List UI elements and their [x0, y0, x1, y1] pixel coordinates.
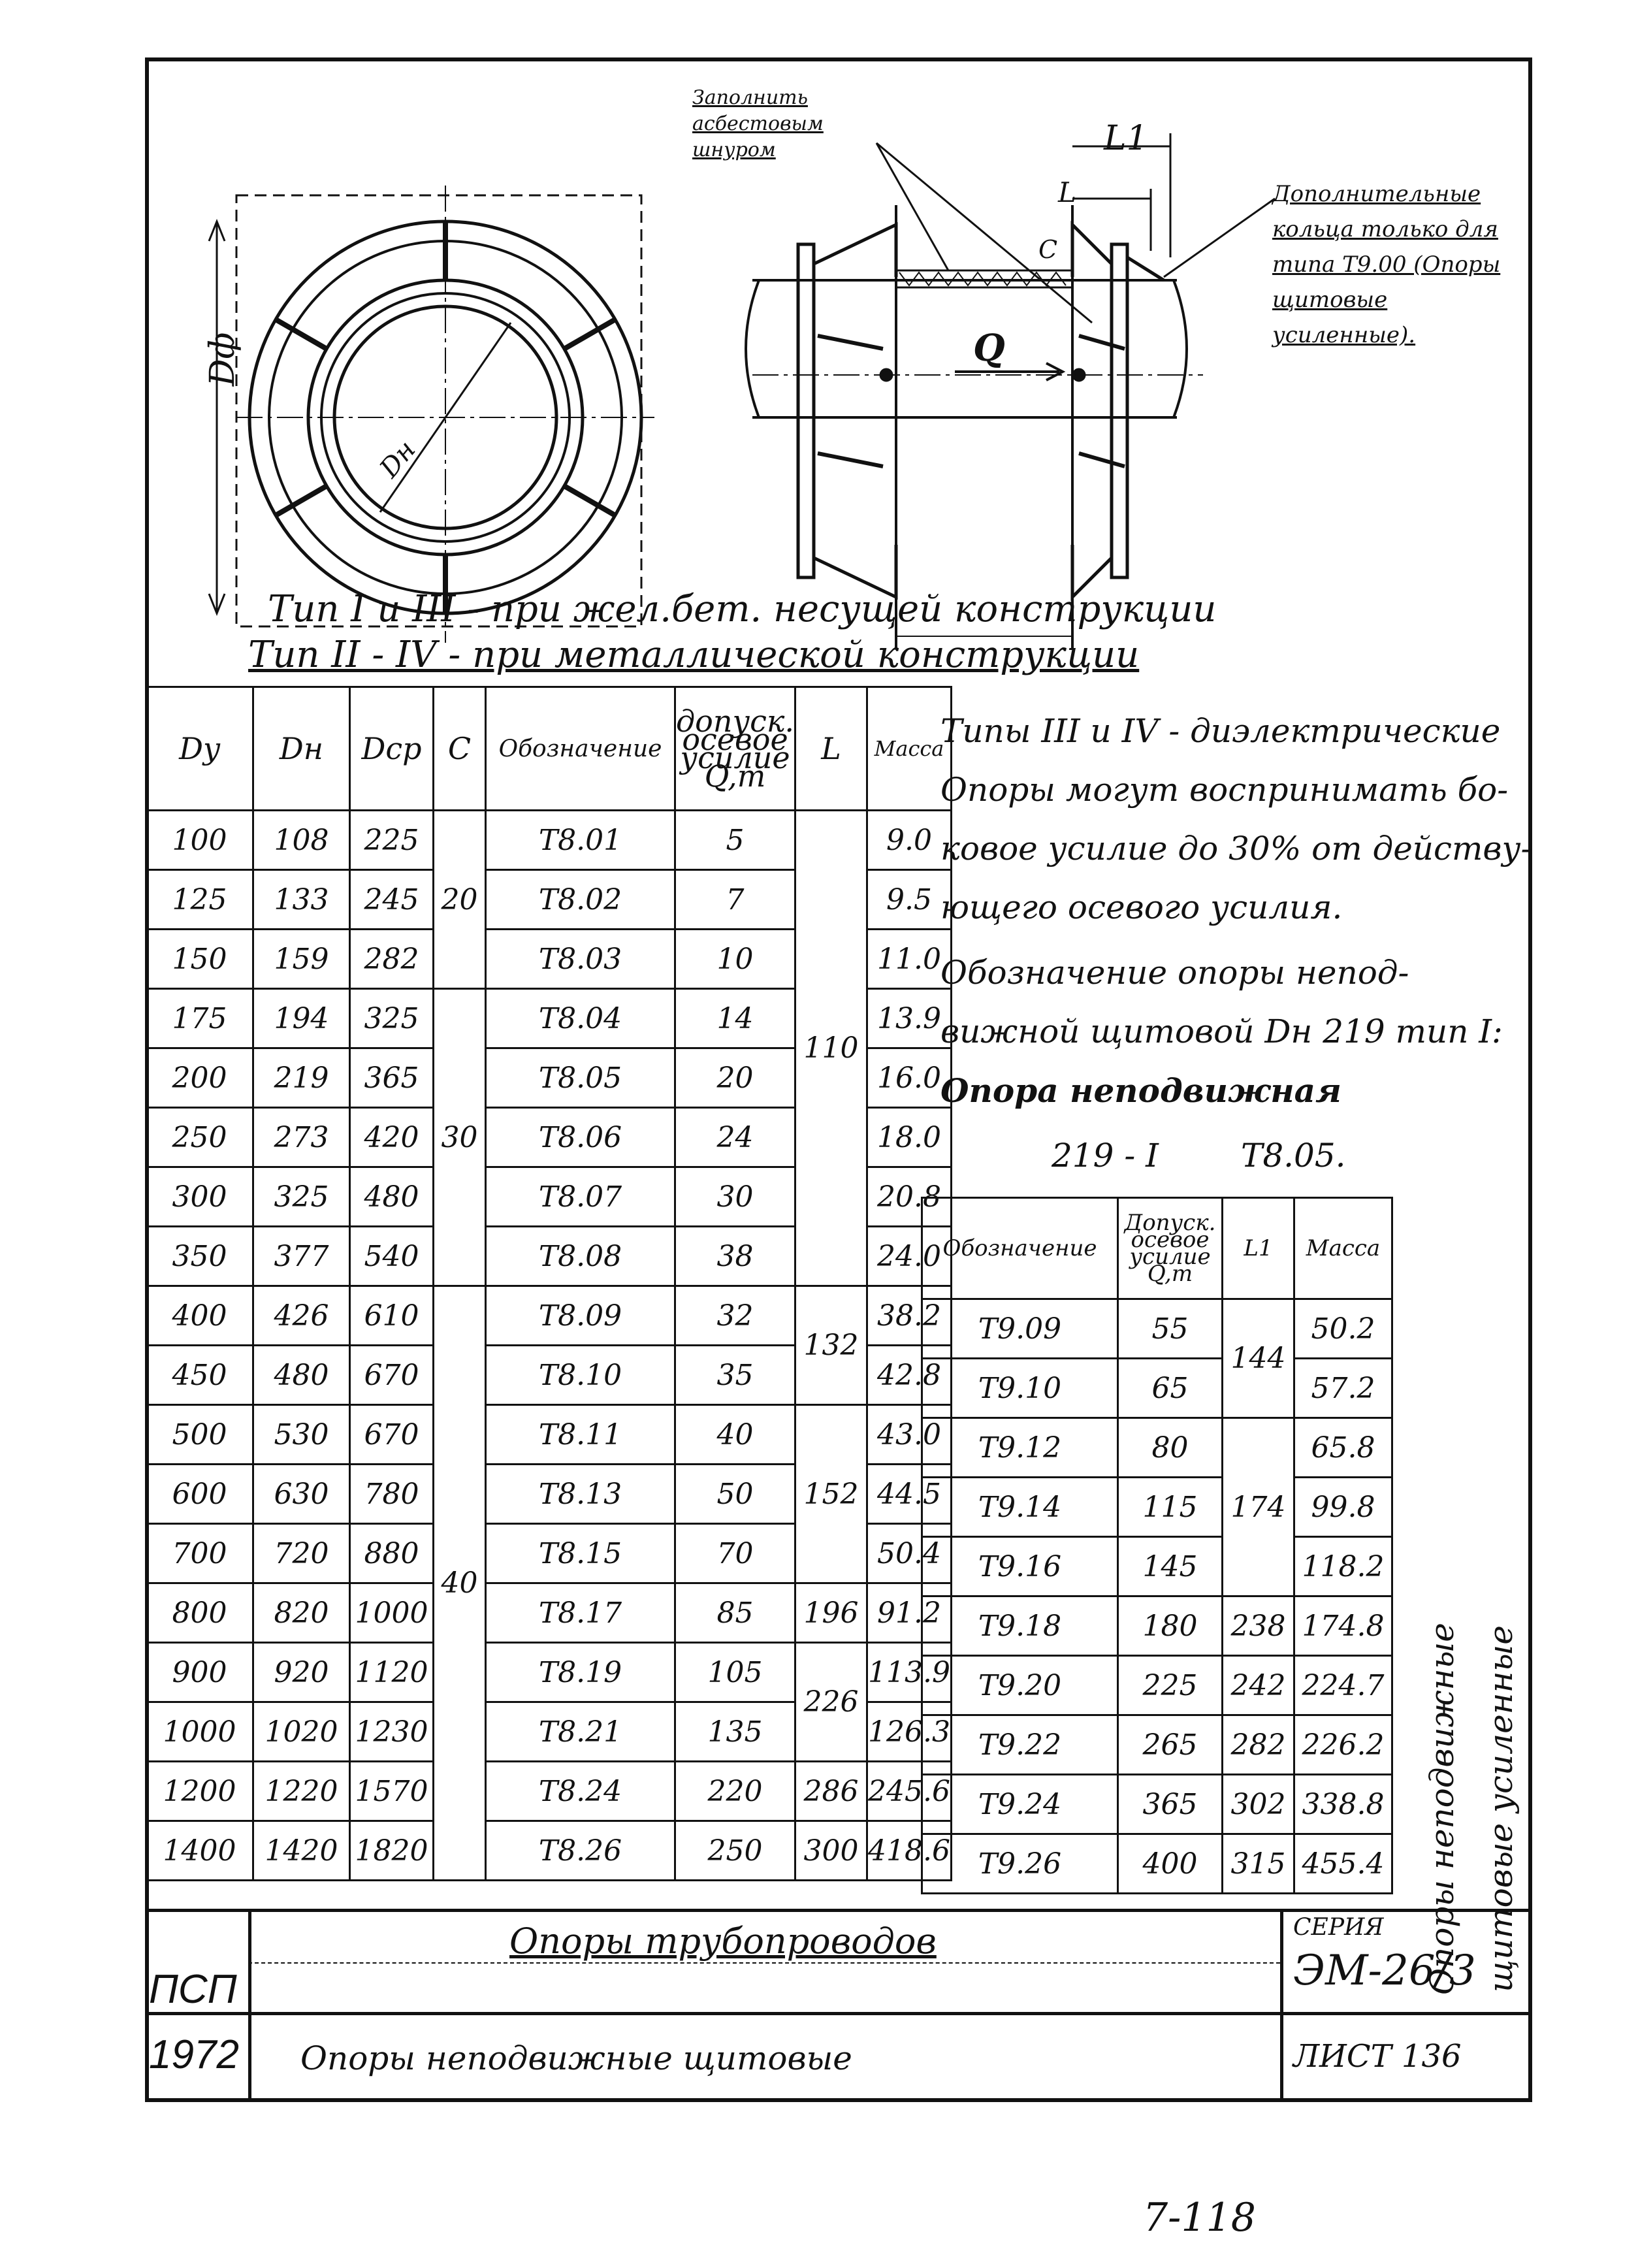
table-cell: 55: [1118, 1299, 1223, 1359]
table-cell: 273: [253, 1108, 350, 1167]
callout-fill: Заполнить асбестовым шнуром: [692, 86, 824, 161]
table-cell: 50.2: [1294, 1299, 1392, 1359]
note-line8b: T8.05.: [1241, 1137, 1346, 1174]
table-cell: 118.2: [1294, 1537, 1392, 1596]
table-cell: T8.19: [486, 1643, 675, 1702]
table-cell: 365: [350, 1048, 434, 1108]
header-dn: Dн: [253, 687, 350, 811]
table-cell: 300: [146, 1167, 253, 1227]
table-cell: 225: [350, 811, 434, 870]
table-cell: 125: [146, 870, 253, 930]
t9-side-label-1: Опоры неподвижные: [1423, 1622, 1461, 1995]
l1-group: 302: [1223, 1775, 1294, 1834]
table-cell: 175: [146, 989, 253, 1048]
t9-header-row: [922, 1198, 1527, 1299]
header-l: L: [795, 687, 867, 811]
table-cell: 174.8: [1294, 1596, 1392, 1656]
l-group: 110: [795, 811, 867, 1286]
table-cell: 105: [675, 1643, 795, 1702]
table-cell: 99.8: [1294, 1478, 1392, 1537]
table-cell: 5: [675, 811, 795, 870]
table-cell: 700: [146, 1524, 253, 1583]
l-group: 196: [795, 1583, 867, 1643]
table-cell: 108: [253, 811, 350, 870]
table-cell: 350: [146, 1227, 253, 1286]
table-cell: 145: [1118, 1537, 1223, 1596]
table-cell: T8.21: [486, 1702, 675, 1762]
table-cell: 113.9: [867, 1643, 952, 1702]
table-cell: T8.03: [486, 930, 675, 989]
table-cell: 450: [146, 1346, 253, 1405]
l1-group: 282: [1223, 1715, 1294, 1775]
table-cell: 610: [350, 1286, 434, 1346]
table-cell: 1570: [350, 1762, 434, 1821]
label-l: L: [1058, 176, 1076, 208]
header-dy: Dy: [146, 687, 253, 811]
table-cell: T9.16: [922, 1537, 1118, 1596]
note-line8a: 219 - I: [1052, 1137, 1159, 1174]
table-cell: 780: [350, 1465, 434, 1524]
note-line1: Типы III и IV - диэлектрические: [940, 712, 1501, 750]
table-cell: 1000: [146, 1702, 253, 1762]
table-cell: 24.0: [867, 1227, 952, 1286]
table-cell: 1000: [350, 1583, 434, 1643]
table-cell: 800: [146, 1583, 253, 1643]
table-cell: 65: [1118, 1359, 1223, 1418]
note-line3: ковое усилие до 30% от действу-: [940, 830, 1532, 867]
table-cell: 480: [350, 1167, 434, 1227]
table-cell: 1020: [253, 1702, 350, 1762]
table-cell: 220: [675, 1762, 795, 1821]
table-cell: T9.10: [922, 1359, 1118, 1418]
table-cell: 70: [675, 1524, 795, 1583]
table-cell: 32: [675, 1286, 795, 1346]
table-cell: 338.8: [1294, 1775, 1392, 1834]
table-cell: 35: [675, 1346, 795, 1405]
table-cell: 670: [350, 1346, 434, 1405]
table-cell: T9.20: [922, 1656, 1118, 1715]
table-cell: T9.22: [922, 1715, 1118, 1775]
table-cell: T8.08: [486, 1227, 675, 1286]
table-cell: T9.24: [922, 1775, 1118, 1834]
table-cell: 42.8: [867, 1346, 952, 1405]
note-line7: Опора неподвижная: [940, 1071, 1341, 1110]
table-cell: 820: [253, 1583, 350, 1643]
table-cell: 85: [675, 1583, 795, 1643]
table-cell: 224.7: [1294, 1656, 1392, 1715]
table-cell: T8.01: [486, 811, 675, 870]
note-line4: ющего осевого усилия.: [940, 888, 1343, 926]
table-cell: 43.0: [867, 1405, 952, 1465]
stamp-sheet: ЛИСТ 136: [1293, 2038, 1462, 2075]
table-cell: 325: [350, 989, 434, 1048]
table-cell: 38.2: [867, 1286, 952, 1346]
table-cell: 540: [350, 1227, 434, 1286]
l-group: 226: [795, 1643, 867, 1762]
l-group: 300: [795, 1821, 867, 1881]
table-cell: 480: [253, 1346, 350, 1405]
table-cell: 377: [253, 1227, 350, 1286]
table-cell: T8.24: [486, 1762, 675, 1821]
table-cell: 720: [253, 1524, 350, 1583]
table-cell: 1420: [253, 1821, 350, 1881]
label-c: C: [1038, 235, 1058, 264]
table-cell: 150: [146, 930, 253, 989]
stamp-series: ЭМ-26/3: [1293, 1947, 1476, 1995]
table-row: [146, 1643, 952, 1702]
l1-group: 144: [1223, 1299, 1294, 1418]
table-cell: 1200: [146, 1762, 253, 1821]
header-dsr: Dср: [350, 687, 434, 811]
l-group: 132: [795, 1286, 867, 1405]
table-cell: T8.02: [486, 870, 675, 930]
t9-header-designation: Обозначение: [922, 1198, 1118, 1299]
table-cell: 30: [675, 1167, 795, 1227]
table-cell: 500: [146, 1405, 253, 1465]
table-cell: 455.4: [1294, 1834, 1392, 1894]
table-cell: 100: [146, 811, 253, 870]
table-cell: 18.0: [867, 1108, 952, 1167]
table-cell: 1400: [146, 1821, 253, 1881]
table-cell: 530: [253, 1405, 350, 1465]
header-axial-force: допуск. осевое усилие Q,т: [675, 687, 795, 811]
table-cell: T8.09: [486, 1286, 675, 1346]
stamp-series-label: СЕРИЯ: [1293, 1914, 1384, 1941]
table-cell: T8.04: [486, 989, 675, 1048]
table-cell: 9.5: [867, 870, 952, 930]
table-cell: 920: [253, 1643, 350, 1702]
table-cell: T8.06: [486, 1108, 675, 1167]
table-cell: 194: [253, 989, 350, 1048]
table-row: [146, 1286, 952, 1346]
table-cell: T8.11: [486, 1405, 675, 1465]
table-cell: 400: [1118, 1834, 1223, 1894]
table-cell: 200: [146, 1048, 253, 1108]
table-cell: T9.09: [922, 1299, 1118, 1359]
table-cell: 50: [675, 1465, 795, 1524]
table-cell: T8.26: [486, 1821, 675, 1881]
table-cell: 16.0: [867, 1048, 952, 1108]
header-c: C: [434, 687, 486, 811]
table-cell: 250: [675, 1821, 795, 1881]
table-cell: 219: [253, 1048, 350, 1108]
table-cell: 126.3: [867, 1702, 952, 1762]
table-header-row: [146, 687, 952, 811]
table-cell: 159: [253, 930, 350, 989]
header-mass: Масса: [867, 687, 952, 811]
table-row: [146, 811, 952, 870]
table-cell: 225: [1118, 1656, 1223, 1715]
table-cell: T8.10: [486, 1346, 675, 1405]
t9-header-axial-force: Допуск. осевое усилие Q,т: [1118, 1198, 1223, 1299]
table-cell: 11.0: [867, 930, 952, 989]
table-cell: T8.17: [486, 1583, 675, 1643]
table-cell: 10: [675, 930, 795, 989]
table-row: [146, 1583, 952, 1643]
table-cell: 115: [1118, 1478, 1223, 1537]
table-cell: 1220: [253, 1762, 350, 1821]
table-cell: T9.18: [922, 1596, 1118, 1656]
table-cell: 38: [675, 1227, 795, 1286]
table-cell: 50.4: [867, 1524, 952, 1583]
t9-side-label-2: щитовые усиленные: [1482, 1625, 1520, 1992]
table-cell: 57.2: [1294, 1359, 1392, 1418]
table-cell: 282: [350, 930, 434, 989]
label-l1: L1: [1104, 119, 1148, 158]
stamp-title2: Опоры неподвижные щитовые: [300, 2039, 852, 2077]
l1-group: 174: [1223, 1418, 1294, 1596]
table-cell: 880: [350, 1524, 434, 1583]
table-cell: T9.12: [922, 1418, 1118, 1478]
stamp-title1: Опоры трубопроводов: [509, 1920, 937, 1962]
table-cell: 630: [253, 1465, 350, 1524]
l1-group: 242: [1223, 1656, 1294, 1715]
types-line1: Тип I и III - при жел.бет. несущей конструкции: [268, 588, 1217, 630]
table-cell: 426: [253, 1286, 350, 1346]
table-row: [146, 1762, 952, 1821]
table-cell: 180: [1118, 1596, 1223, 1656]
table-cell: 135: [675, 1702, 795, 1762]
table-cell: T9.14: [922, 1478, 1118, 1537]
t9-header-mass: Масса: [1294, 1198, 1392, 1299]
label-dnar-text: Dф: [203, 332, 243, 387]
table-cell: 245: [350, 870, 434, 930]
table-cell: 133: [253, 870, 350, 930]
table-cell: 325: [253, 1167, 350, 1227]
table-cell: 1820: [350, 1821, 434, 1881]
table-cell: 44.5: [867, 1465, 952, 1524]
table-cell: 400: [146, 1286, 253, 1346]
table-cell: 7: [675, 870, 795, 930]
c-group: 40: [434, 1286, 486, 1881]
table-cell: 20: [675, 1048, 795, 1108]
table-cell: 420: [350, 1108, 434, 1167]
table-row: [146, 1821, 952, 1881]
table-cell: 365: [1118, 1775, 1223, 1834]
table-cell: 900: [146, 1643, 253, 1702]
table-cell: T9.26: [922, 1834, 1118, 1894]
header-designation: Обозначение: [486, 687, 675, 811]
l-group: 152: [795, 1405, 867, 1583]
types-line2: Тип II - IV - при металлической конструкции: [248, 634, 1140, 676]
note-line5: Обозначение опоры непод-: [940, 954, 1409, 992]
note-line2: Опоры могут воспринимать бо-: [940, 771, 1509, 809]
table-cell: T8.13: [486, 1465, 675, 1524]
t9-header-l1: L1: [1223, 1198, 1294, 1299]
l-group: 286: [795, 1762, 867, 1821]
c-group: 30: [434, 989, 486, 1286]
table-cell: 250: [146, 1108, 253, 1167]
l1-group: 315: [1223, 1834, 1294, 1894]
callout-ring: Дополнительные кольца только для типа Т9.00 (Опоры щитовые усиленные).: [1272, 181, 1501, 348]
stamp-org: ПСП: [149, 1967, 237, 2012]
table-cell: 40: [675, 1405, 795, 1465]
table-cell: 226.2: [1294, 1715, 1392, 1775]
table-cell: 65.8: [1294, 1418, 1392, 1478]
note-line6: вижной щитовой Dн 219 тип I:: [940, 1012, 1503, 1050]
table-cell: 9.0: [867, 811, 952, 870]
table-cell: 20.8: [867, 1167, 952, 1227]
main-table: [145, 686, 952, 1881]
table-cell: 245.6: [867, 1762, 952, 1821]
t9-side-label: [1392, 1198, 1527, 1995]
c-group: 20: [434, 811, 486, 989]
l1-group: 238: [1223, 1596, 1294, 1656]
table-cell: 24: [675, 1108, 795, 1167]
table-row: [146, 1405, 952, 1465]
table-cell: T8.07: [486, 1167, 675, 1227]
stamp-year: 1972: [149, 2032, 239, 2077]
table-cell: 14: [675, 989, 795, 1048]
table-cell: 91.2: [867, 1583, 952, 1643]
table-cell: 265: [1118, 1715, 1223, 1775]
table-cell: 1230: [350, 1702, 434, 1762]
table-cell: T8.05: [486, 1048, 675, 1108]
label-dn: Dн: [374, 434, 422, 484]
table-cell: 600: [146, 1465, 253, 1524]
table-cell: 418.6: [867, 1821, 952, 1881]
table-cell: 13.9: [867, 989, 952, 1048]
table-cell: 1120: [350, 1643, 434, 1702]
table-cell: 80: [1118, 1418, 1223, 1478]
table-cell: T8.15: [486, 1524, 675, 1583]
front-view-frame: [236, 195, 641, 626]
table-cell: 670: [350, 1405, 434, 1465]
page-number: 7-118: [1143, 2195, 1256, 2241]
label-q: Q: [973, 327, 1005, 370]
